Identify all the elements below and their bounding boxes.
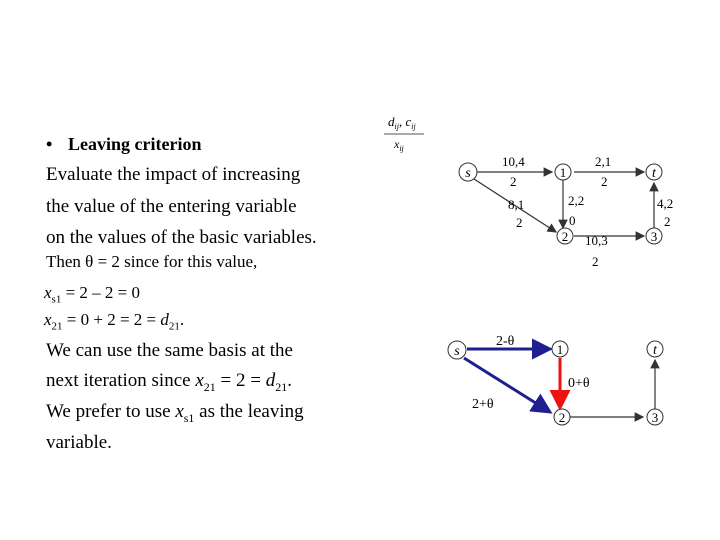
- svg-text:s: s: [465, 166, 471, 181]
- network-graph-top: [440, 148, 700, 273]
- para2-line2-var: x: [195, 370, 204, 391]
- node-2: [557, 228, 573, 244]
- legend-d: $d_{ij}$, $c_{ij}$: [388, 114, 416, 131]
- node-3: [646, 228, 662, 244]
- svg-text:3: 3: [651, 410, 659, 425]
- bullet-dot: •: [46, 134, 53, 154]
- para2-line2-end: .: [287, 370, 292, 391]
- para2-line2-mid: = 2 =: [215, 370, 266, 391]
- para2-line2-sub: 21: [203, 379, 216, 394]
- label-1t-dc: 2,1: [595, 154, 612, 169]
- eq1-sub: s1: [51, 293, 62, 306]
- svg-text:2: 2: [558, 410, 566, 425]
- svg-text:2: 2: [561, 229, 569, 244]
- eq2-end: .: [179, 310, 185, 329]
- label-s2-dc: 8,1: [508, 197, 525, 212]
- label-12-x: 0: [569, 213, 576, 228]
- para2-line3-sub: s1: [183, 410, 195, 425]
- equation-xs1: [44, 283, 140, 305]
- svg-text:s: s: [454, 344, 460, 359]
- label-12-dc: 2,2: [568, 193, 585, 208]
- para1-line2: the value of the entering variable: [46, 196, 297, 217]
- eq2-sub: 21: [51, 320, 63, 333]
- para2-line3-pre: We prefer to use: [46, 401, 176, 422]
- eq1-rest: = 2 – 2 = 0: [61, 283, 141, 302]
- node-3: [647, 409, 663, 425]
- node-2: [554, 409, 570, 425]
- para1-line3: on the values of the basic variables.: [46, 227, 317, 248]
- label-s1-theta: 2-θ: [496, 334, 515, 349]
- label-s2-theta: 2+θ: [472, 397, 494, 412]
- node-t: [647, 341, 663, 358]
- equation-x21: [44, 310, 184, 332]
- node-s: [459, 163, 477, 181]
- para2-line2-d: d: [265, 370, 276, 391]
- para2-line3-post: as the leaving: [194, 401, 304, 422]
- svg-text:t: t: [652, 166, 656, 181]
- label-23-x: 2: [592, 254, 599, 269]
- label-23-dc: 10,3: [585, 233, 608, 248]
- para2-line2-dsub: 21: [275, 379, 288, 394]
- bullet-heading: [46, 134, 201, 155]
- node-1: [552, 341, 568, 357]
- para2-line4: variable.: [46, 432, 112, 453]
- legend-x: $x_{ij}$: [394, 137, 404, 153]
- heading: Leaving criterion: [68, 134, 202, 154]
- edge-legend: [380, 106, 440, 154]
- eq1-var: x: [44, 283, 52, 302]
- label-12-theta: 0+θ: [568, 376, 590, 391]
- node-t: [646, 164, 662, 181]
- label-3t-dc: 4,2: [657, 196, 674, 211]
- eq2-dsub: 21: [168, 320, 180, 333]
- then-line: Then θ = 2 since for this value,: [46, 252, 258, 271]
- eq2-d: d: [160, 310, 169, 329]
- label-s1-x: 2: [510, 174, 517, 189]
- label-s2-x: 2: [516, 215, 523, 230]
- para2-line3: [46, 401, 304, 426]
- label-3t-x: 2: [664, 214, 671, 229]
- para2-line1: We can use the same basis at the: [46, 340, 293, 361]
- svg-text:3: 3: [650, 229, 658, 244]
- eq2-var: x: [44, 310, 52, 329]
- network-graph-bottom: [440, 330, 700, 430]
- node-1: [555, 164, 571, 180]
- svg-text:t: t: [653, 343, 657, 358]
- node-s: [448, 341, 466, 359]
- svg-text:1: 1: [559, 165, 567, 180]
- label-1t-x: 2: [601, 174, 608, 189]
- para2-line3-var: x: [175, 401, 184, 422]
- para2-line2: [46, 370, 292, 395]
- para2-line2-pre: next iteration since: [46, 370, 196, 391]
- para1-line1: Evaluate the impact of increasing: [46, 164, 301, 185]
- eq2-rest: = 0 + 2 = 2 =: [62, 310, 161, 329]
- label-s1-dc: 10,4: [502, 154, 525, 169]
- svg-text:1: 1: [556, 342, 564, 357]
